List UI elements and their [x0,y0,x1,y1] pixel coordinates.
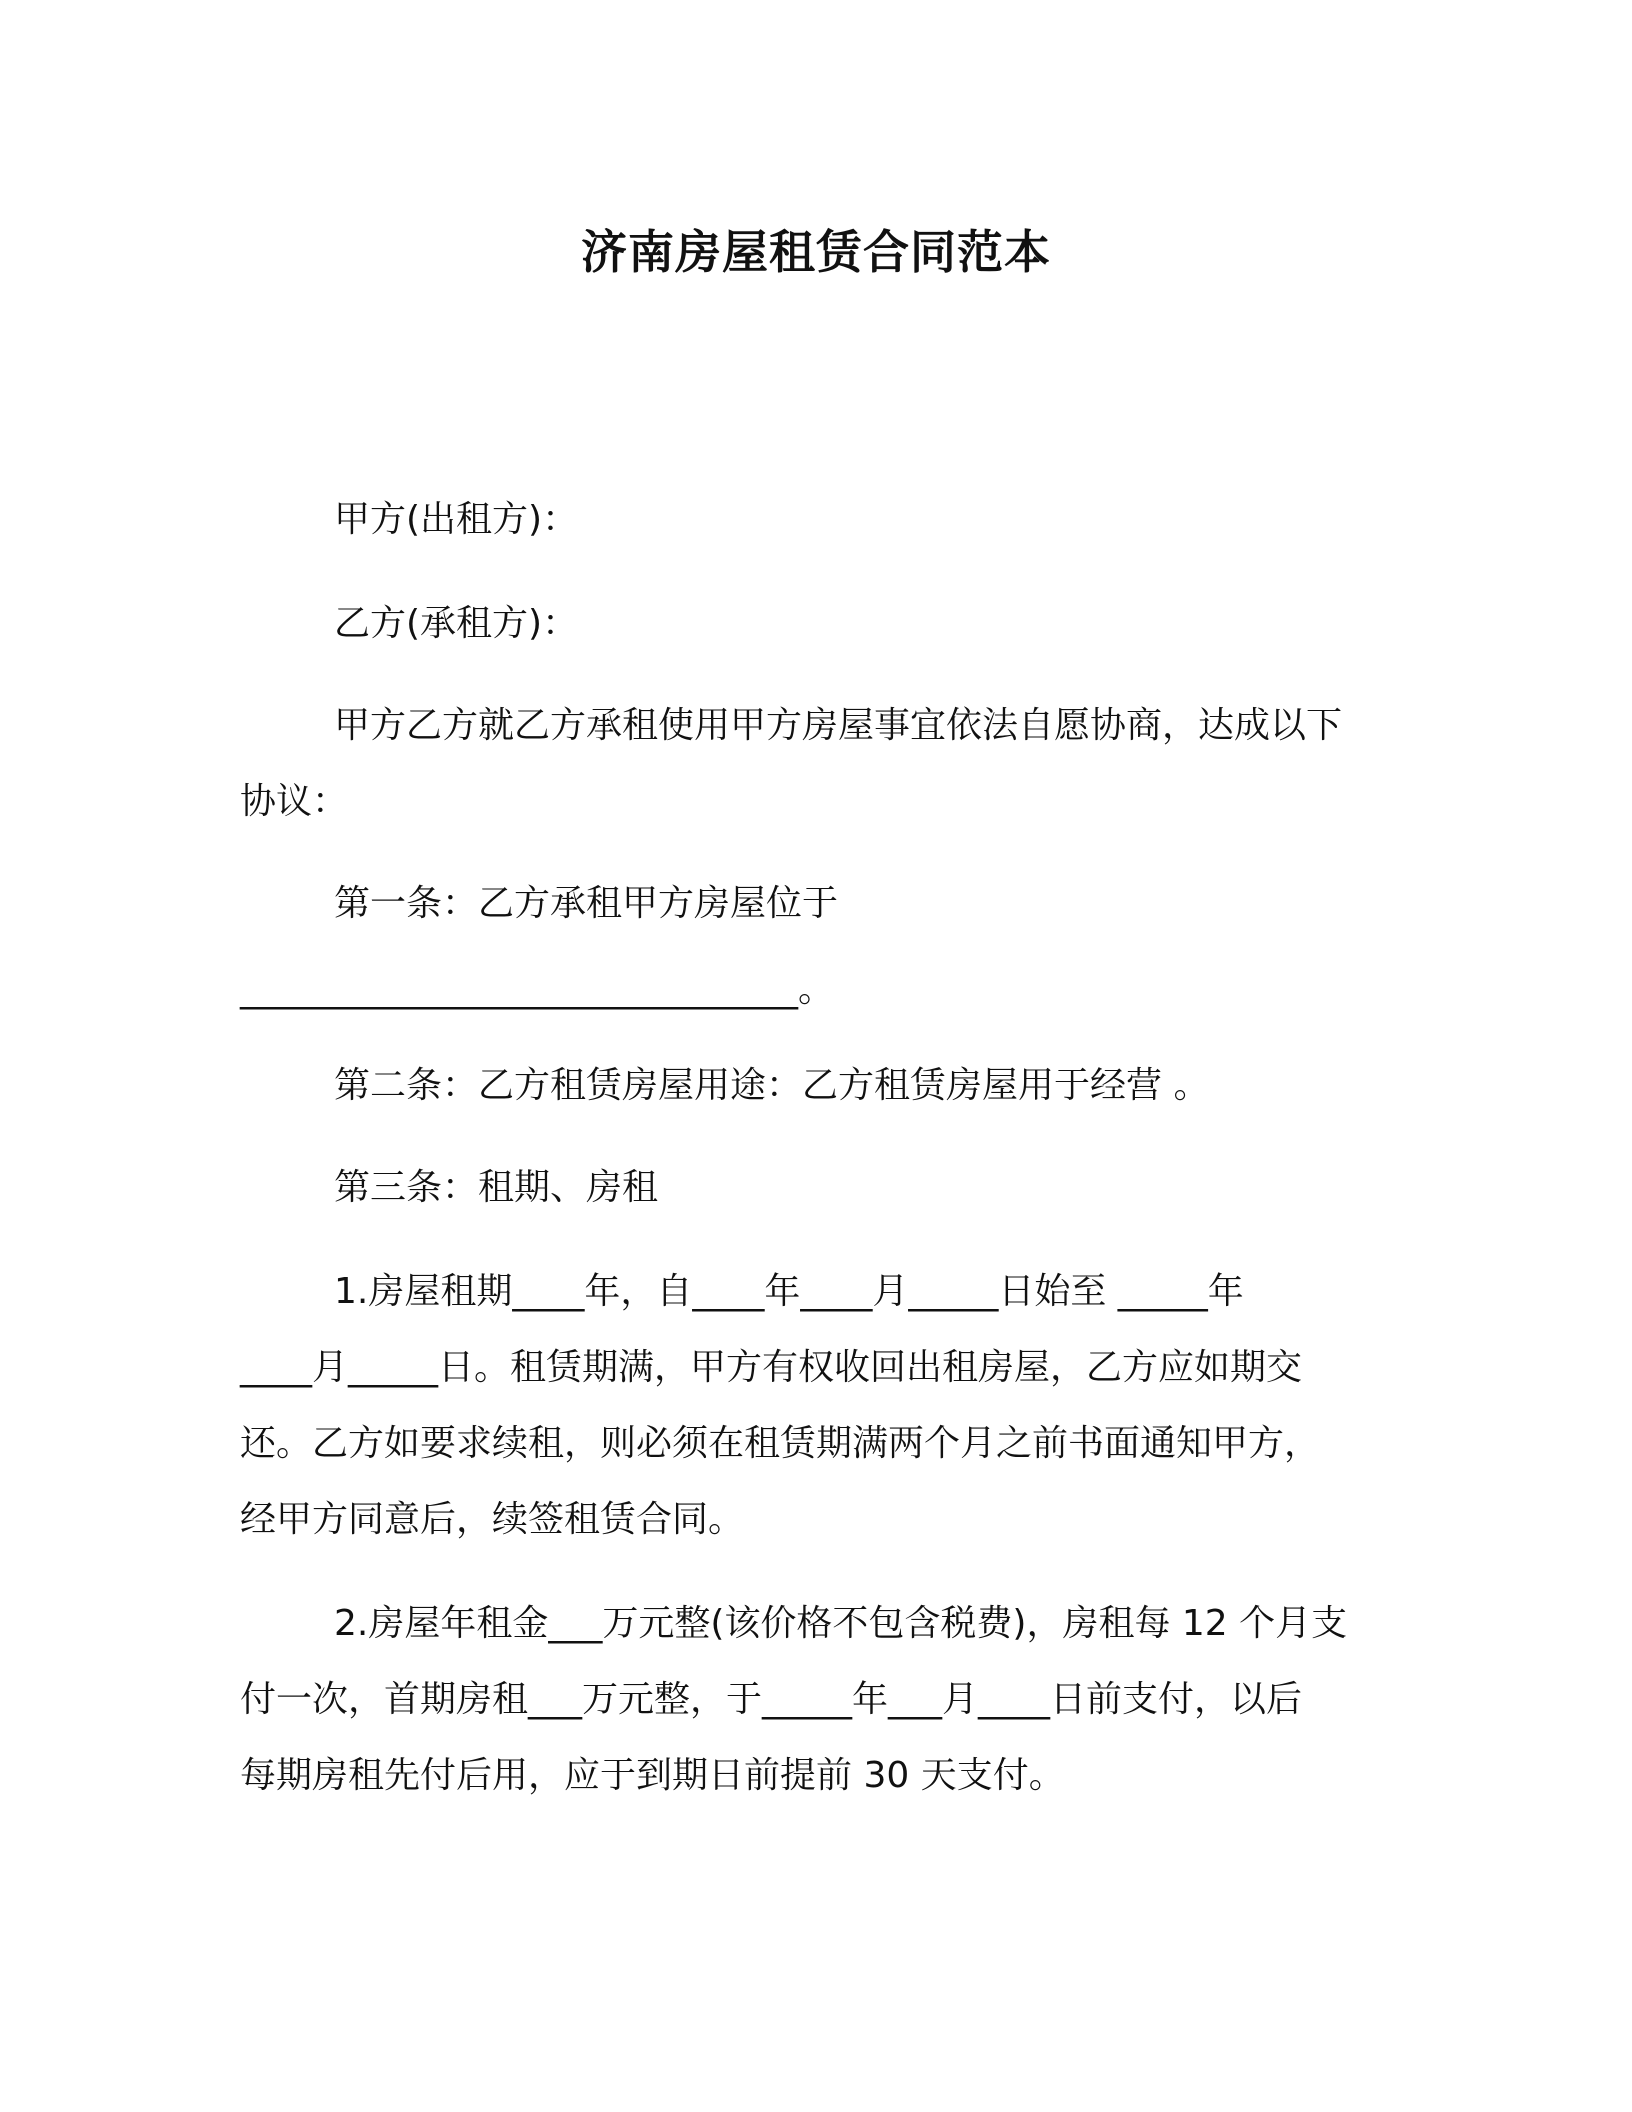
clause-2-line-3: 每期房租先付后用，应于到期日前提前 30 天支付。 [240,1755,1065,1796]
article-1-line-2: _______________________________。 [240,969,834,1010]
party-a-line: 甲方(出租方)： [334,499,579,540]
clause-1-line-3: 还。乙方如要求续租，则必须在租赁期满两个月之前书面通知甲方， [240,1423,1321,1464]
preamble-line-2: 协议： [240,781,349,822]
clause-1-line-2: ____月_____日。租赁期满，甲方有权收回出租房屋，乙方应如期交 [240,1347,1303,1388]
preamble-line-1: 甲方乙方就乙方承租使用甲方房屋事宜依法自愿协商，达成以下 [334,705,1343,746]
article-3-line: 第三条：租期、房租 [334,1167,659,1208]
party-b-line: 乙方(承租方)： [334,603,579,644]
clause-1-line-4: 经甲方同意后，续签租赁合同。 [240,1499,745,1540]
article-1-line-1: 第一条：乙方承租甲方房屋位于 [334,883,839,924]
document-title: 济南房屋租赁合同范本 [581,225,1051,279]
clause-2-line-2: 付一次，首期房租___万元整，于_____年___月____日前支付，以后 [240,1679,1303,1720]
clause-1-line-1: 1.房屋租期____年，自____年____月_____日始至 _____年 [334,1271,1244,1312]
clause-2-line-1: 2.房屋年租金___万元整(该价格不包含税费)，房租每 12 个月支 [334,1603,1348,1644]
article-2-line: 第二条：乙方租赁房屋用途：乙方租赁房屋用于经营 。 [334,1065,1210,1106]
